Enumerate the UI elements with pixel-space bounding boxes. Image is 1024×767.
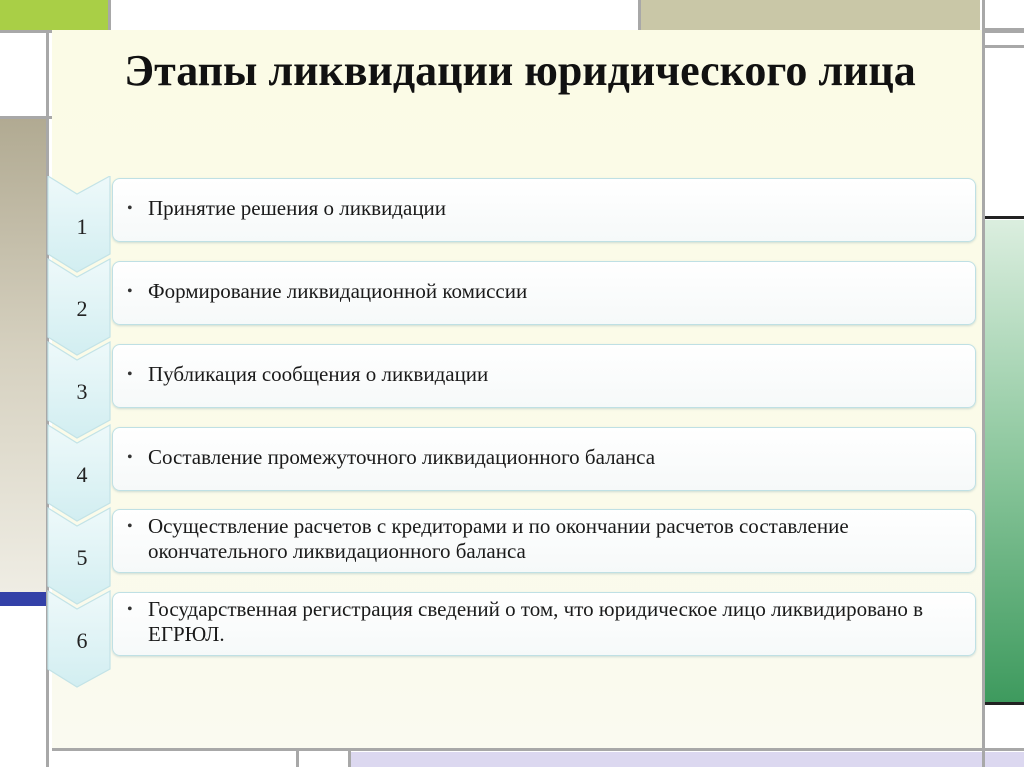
frame-line [985, 28, 1024, 31]
step-text-6: Государственная регистрация сведений о том, что юридическое лицо ликвидировано в ЕГРЮЛ. [148, 597, 923, 646]
frame-line [985, 45, 1024, 48]
decor-lavender-bar [350, 752, 1024, 767]
step-number-3: 3 [76, 379, 88, 404]
frame-line [0, 116, 52, 119]
bullet: • [127, 366, 133, 383]
decor-green-top-left [0, 0, 108, 30]
frame-line [982, 0, 985, 767]
frame-line [985, 702, 1024, 705]
frame-line [348, 748, 351, 767]
page-title: Этапы ликвидации юридического лица [124, 46, 916, 95]
decor-dark-green-bar [985, 220, 1024, 702]
frame-line [985, 216, 1024, 219]
step-text-1: Принятие решения о ликвидации [148, 196, 447, 220]
step-number-1: 1 [76, 214, 88, 239]
step-number-6: 6 [76, 628, 88, 653]
step-number-5: 5 [76, 545, 88, 570]
step-text-4: Составление промежуточного ликвидационного баланса [148, 445, 656, 469]
bullet: • [127, 449, 133, 466]
step-number-4: 4 [76, 462, 88, 487]
bullet: • [127, 518, 133, 535]
frame-line [52, 748, 1024, 751]
step-number-2: 2 [76, 296, 88, 321]
bullet: • [127, 200, 133, 217]
decor-olive-block [640, 0, 980, 30]
step-text-2: Формирование ликвидационной комиссии [148, 279, 528, 303]
chevron-group [48, 176, 110, 687]
decor-tan-bar [0, 118, 46, 592]
step-text-5: Осуществление расчетов с кредиторами и по окончании расчетов составление окончательного ликвидационного баланса [148, 514, 849, 563]
bullet: • [127, 601, 133, 618]
step-text-3: Публикация сообщения о ликвидации [148, 362, 489, 386]
bullet: • [127, 283, 133, 300]
frame-line [108, 0, 111, 30]
decor-blue-bar [0, 592, 46, 606]
